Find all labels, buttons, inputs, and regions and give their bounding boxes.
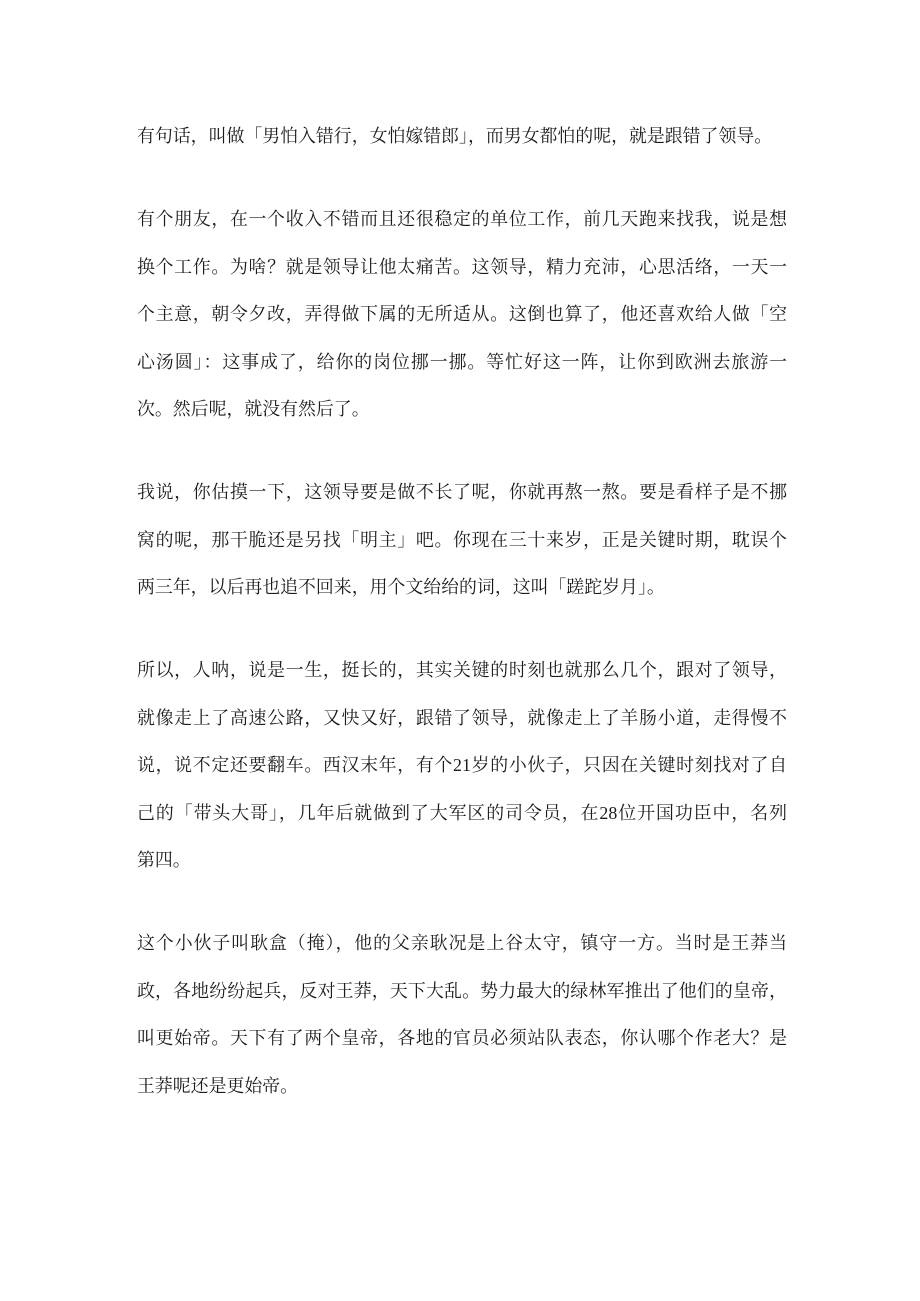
text-line: 王莽呢还是更始帝。 [137, 1075, 299, 1096]
text-line: 窝的呢，那干脆还是另找「明主」吧。你现在三十来岁，正是关键时期，耽误个 [137, 529, 787, 550]
text-line: 己的「带头大哥」，几年后就做到了大军区的司令员，在28位开国功臣中，名列 [137, 802, 787, 823]
paragraph [137, 920, 787, 1110]
text-line: 第四。 [137, 850, 191, 870]
paragraph [137, 196, 787, 434]
text-line: 政，各地纷纷起兵，反对王莽，天下大乱。势力最大的绿林军推出了他们的皇帝， [137, 980, 787, 1001]
paragraph [137, 113, 787, 161]
text-line: 有个朋友，在一个收入不错而且还很稳定的单位工作，前几天跑来找我，说是想 [137, 209, 787, 229]
text-line: 就像走上了高速公路，又快又好，跟错了领导，就像走上了羊肠小道，走得慢不 [137, 707, 787, 728]
text-line: 所以，人呐，说是一生，挺长的，其实关键的时刻也就那么几个，跟对了领导， [137, 660, 787, 680]
text-line: 我说，你估摸一下，这领导要是做不长了呢，你就再熬一熬。要是看样子是不挪 [137, 482, 787, 502]
text-line: 心汤圆」：这事成了，给你的岗位挪一挪。等忙好这一阵，让你到欧洲去旅游一 [137, 351, 787, 372]
text-line: 次。然后呢，就没有然后了。 [137, 399, 370, 419]
text-line: 换个工作。为啥？就是领导让他太痛苦。这领导，精力充沛，心思活络，一天一 [137, 256, 787, 277]
text-line: 这个小伙子叫耿盒（掩），他的父亲耿况是上谷太守，镇守一方。当时是王莽当 [137, 933, 787, 953]
paragraph [137, 469, 787, 612]
text-line: 两三年，以后再也追不回来，用个文绐绐的词，这叫「蹉跎岁月」。 [137, 577, 665, 597]
article-body [137, 113, 787, 1110]
text-line: 说，说不定还要翻车。西汉末年，有个21岁的小伙子，只因在关键时刻找对了自 [137, 755, 787, 775]
text-line: 有句话，叫做「男怕入错行，女怕嫁错郎」，而男女都怕的呢，就是跟错了领导。 [137, 126, 773, 146]
text-line: 个主意，朝令夕改，弄得做下属的无所适从。这倒也算了，他还喜欢给人做「空 [137, 304, 787, 324]
text-line: 叫更始帝。天下有了两个皇帝，各地的官员必须站队表态，你认哪个作老大？是 [137, 1028, 787, 1048]
paragraph [137, 647, 787, 885]
